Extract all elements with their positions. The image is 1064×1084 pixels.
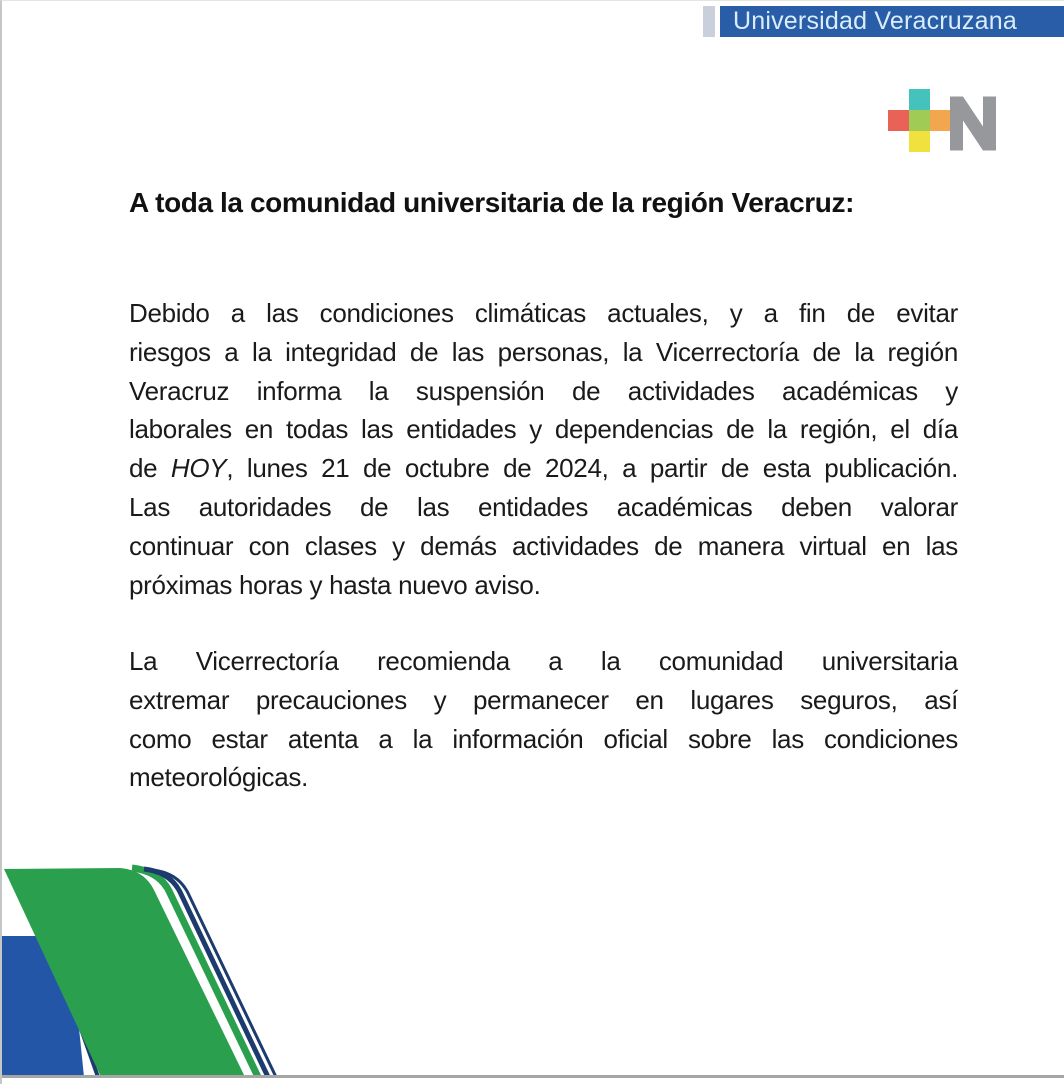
paragraph-line: riesgos a la integridad de las personas, la Vicerrectoría de la región — [129, 336, 958, 367]
logo-letter-n — [950, 96, 996, 151]
corner-stripes-graphic — [2, 839, 292, 1077]
plus-square-center — [909, 110, 930, 131]
paragraph-line: Las autoridades de las entidades académicas deben valorar — [129, 491, 958, 522]
paragraph-line: laborales en todas las entidades y dependencias de la región, el día — [129, 414, 958, 445]
plus-square-top — [909, 89, 930, 110]
plus-icon — [888, 89, 951, 152]
paragraph-line: Veracruz informa la suspensión de actividades académicas y — [129, 375, 958, 406]
paragraph-line: continuar con clases y demás actividades de manera virtual en las — [129, 530, 958, 561]
plus-square-left — [888, 110, 909, 131]
paragraph-line: Debido a las condiciones climáticas actuales, y a fin de evitar — [129, 298, 958, 328]
plus-square-bottom — [909, 131, 930, 152]
paragraph-line: meteorológicas. — [129, 762, 309, 793]
university-banner: Universidad Veracruzana — [720, 6, 1064, 37]
plus-square-right — [930, 110, 951, 131]
mas-noticias-logo — [888, 89, 998, 153]
paragraph-recommendation — [129, 642, 958, 797]
paragraph-line: La Vicerrectoría recomienda a la comunidad universitaria — [129, 646, 958, 676]
paragraph-line: como estar atenta a la información oficial sobre las condiciones — [129, 723, 958, 754]
paragraph-line: extremar precauciones y permanecer en lugares seguros, así — [129, 684, 958, 715]
paragraph-line: próximas horas y hasta nuevo aviso. — [129, 569, 541, 600]
page-title: A toda la comunidad universitaria de la región Veracruz: — [129, 187, 854, 218]
bottom-rule — [2, 1075, 1064, 1078]
paragraph-announcement — [129, 294, 958, 604]
banner-left-cap — [703, 6, 715, 37]
emphasis-hoy: HOY — [170, 453, 227, 484]
paragraph-line: de HOY, lunes 21 de octubre de 2024, a partir de esta publicación. — [129, 453, 958, 484]
